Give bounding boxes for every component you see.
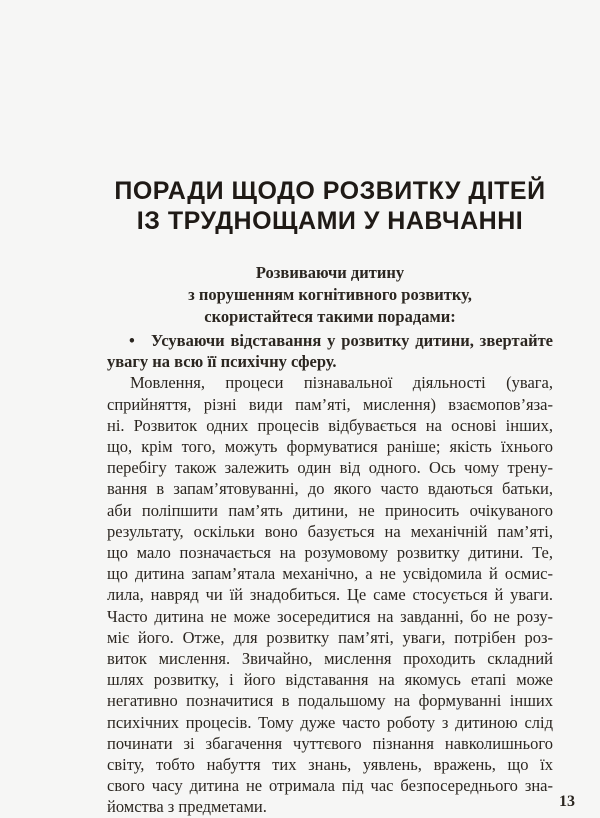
paragraph-line: йомства з предметами. [107,797,267,817]
page-title-line-1: ПОРАДИ ЩОДО РОЗВИТКУ ДІТЕЙ [114,177,546,205]
page-number: 13 [559,793,575,810]
subheading [107,262,553,328]
paragraph-line: що дитина запам’ятала механічно, а не усвідомила й осмис- [107,564,553,584]
paragraph-line: свого часу дитина не отримала під час безпосереднього зна- [107,776,553,796]
page-content [107,176,553,818]
paragraph-line: Мовлення, процеси пізнавальної діяльності (увага, [130,373,553,393]
paragraph-line: негативно позначитися в подальшому на формуванні інших [107,691,553,711]
paragraph-line: що, крім того, можуть формуватися раніше; якість їхнього [107,437,553,457]
paragraph-line: ні. Розвиток одних процесів відбувається на основі інших, [107,415,553,435]
bullet-text: Усуваючи відставання у розвитку дитини, звертайте [151,331,553,350]
bullet-line-2: увагу на всю її психічну сферу. [107,352,337,372]
paragraph-line: виток мислення. Звичайно, мислення проходить складний [107,649,553,669]
page-title-line-2: ІЗ ТРУДНОЩАМИ У НАВЧАННІ [136,207,524,235]
bullet-line-1 [107,330,553,351]
paragraph-line: перебігу також залежить один від одного. Ось чому трену- [107,458,553,478]
subheading-line-1: Розвиваючи дитину [255,263,405,282]
paragraph-line: що мало позначається на розумовому розвитку дитини. Те, [107,543,553,563]
paragraph-line: міє його. Отже, для розвитку пам’яті, уваги, потрібен роз- [107,627,553,647]
bullet-marker: • [129,331,135,350]
subheading-line-3: скористайтеся такими порадами: [204,307,456,326]
paragraph-line: результату, оскільки воно базується на механічній пам’яті, [107,521,553,541]
bullet-item [107,330,553,372]
subheading-line-2: з порушенням когнітивного розвитку, [188,285,472,304]
paragraph-line: починати зі збагачення чуттєвого пізнання навколишнього [107,733,553,753]
paragraph-line: світу, тобто набуття тих знань, уявлень, вражень, що їх [107,755,553,775]
paragraph-line: Часто дитина не може зосередитися на завданні, бо не розу- [107,606,553,626]
page-title [67,176,593,236]
paragraph-line: лила, навряд чи їй знадобиться. Це саме стосується й уваги. [107,585,553,605]
paragraph-line: аби поліпшити пам’ять дитини, не приносить очікуваного [107,500,553,520]
paragraph-line: психічних процесів. Тому дуже часто роботу з дитиною слід [107,712,553,732]
paragraph-line: шлях розвитку, і його відставання на якомусь етапі може [107,670,553,690]
body-paragraph [107,372,553,817]
paragraph-line: сприйняття, різні види пам’яті, мислення) взаємопов’яза- [107,394,553,414]
paragraph-line: вання в запам’ятовуванні, до якого часто вдаються батьки, [107,479,553,499]
